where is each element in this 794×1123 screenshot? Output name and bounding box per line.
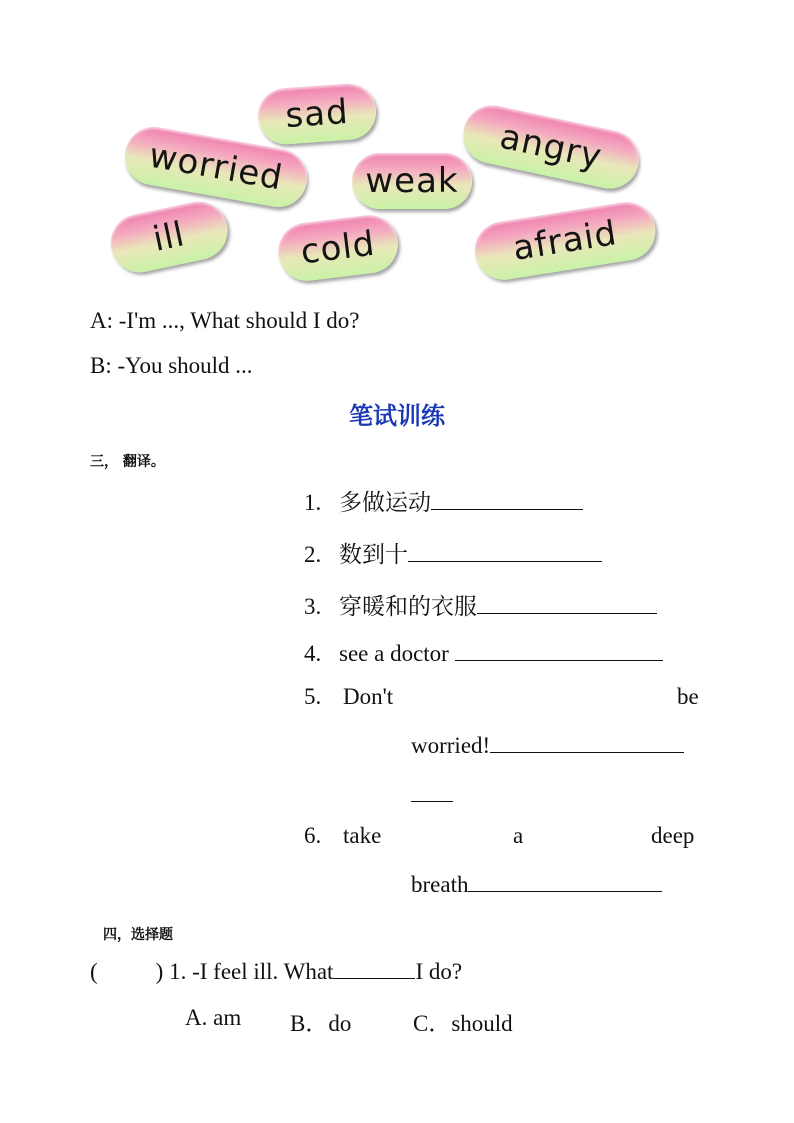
item-6-number: 6. xyxy=(304,823,322,848)
item-6-word-3: deep xyxy=(651,823,695,848)
item-6-word-1: take xyxy=(343,823,382,848)
item-number: 3. xyxy=(304,594,322,619)
section-title: 笔试训练 xyxy=(349,402,445,430)
question-1 xyxy=(90,956,462,985)
word-pill-afraid xyxy=(471,198,660,284)
part4-heading: 四，选择题 xyxy=(103,927,173,943)
question-stem-end: I do? xyxy=(415,959,463,984)
answer-line[interactable] xyxy=(431,487,583,510)
word-label: worried xyxy=(146,135,286,199)
option-b[interactable]: B．do xyxy=(290,1011,352,1036)
word-pill-weak xyxy=(352,153,472,209)
answer-paren-close: ) xyxy=(155,959,164,984)
item-text: breath xyxy=(411,872,469,897)
item-5-word-2: be xyxy=(677,684,699,709)
word-label: sad xyxy=(284,91,350,137)
item-6-word-4 xyxy=(411,869,662,898)
item-6-word-2: a xyxy=(513,823,524,848)
option-a[interactable]: A. am xyxy=(185,1005,242,1030)
item-text: 穿暖和的衣服 xyxy=(339,594,477,619)
answer-line[interactable] xyxy=(455,638,663,661)
item-2 xyxy=(304,536,602,569)
item-number: 1. xyxy=(304,490,322,515)
word-pill-cold xyxy=(275,212,401,284)
item-5-number: 5. xyxy=(304,684,322,709)
word-pill-angry xyxy=(458,100,644,194)
word-pill-ill xyxy=(105,196,232,277)
answer-line[interactable] xyxy=(490,730,684,753)
item-number: 4. xyxy=(304,641,322,666)
word-label: ill xyxy=(149,214,189,260)
word-label: angry xyxy=(496,116,606,178)
answer-line[interactable] xyxy=(408,539,602,562)
word-label: weak xyxy=(365,161,459,201)
item-5-word-1: Don't xyxy=(343,684,394,709)
item-text: 多做运动 xyxy=(339,490,431,515)
item-3 xyxy=(304,588,657,621)
answer-line-continuation[interactable] xyxy=(411,801,453,802)
question-stem: 1. -I feel ill. What xyxy=(169,959,334,984)
item-1 xyxy=(304,484,583,517)
item-text: worried! xyxy=(411,733,491,758)
word-label: cold xyxy=(298,223,378,273)
answer-paren-open: ( xyxy=(90,959,98,984)
question-blank[interactable] xyxy=(333,956,415,979)
item-text: 数到十 xyxy=(339,542,408,567)
answer-line[interactable] xyxy=(468,869,662,892)
item-5-word-3 xyxy=(411,730,684,759)
word-pill-sad xyxy=(256,82,378,146)
item-number: 2. xyxy=(304,542,322,567)
dialogue-line-b: B: -You should ... xyxy=(90,353,253,378)
word-label: afraid xyxy=(510,213,620,269)
part3-heading: 三， 翻译。 xyxy=(90,454,165,470)
item-text: see a doctor xyxy=(339,641,449,666)
option-c[interactable]: C．should xyxy=(413,1011,513,1036)
item-4 xyxy=(304,638,663,667)
dialogue-line-a: A: -I'm ..., What should I do? xyxy=(90,308,360,333)
answer-line[interactable] xyxy=(477,591,657,614)
